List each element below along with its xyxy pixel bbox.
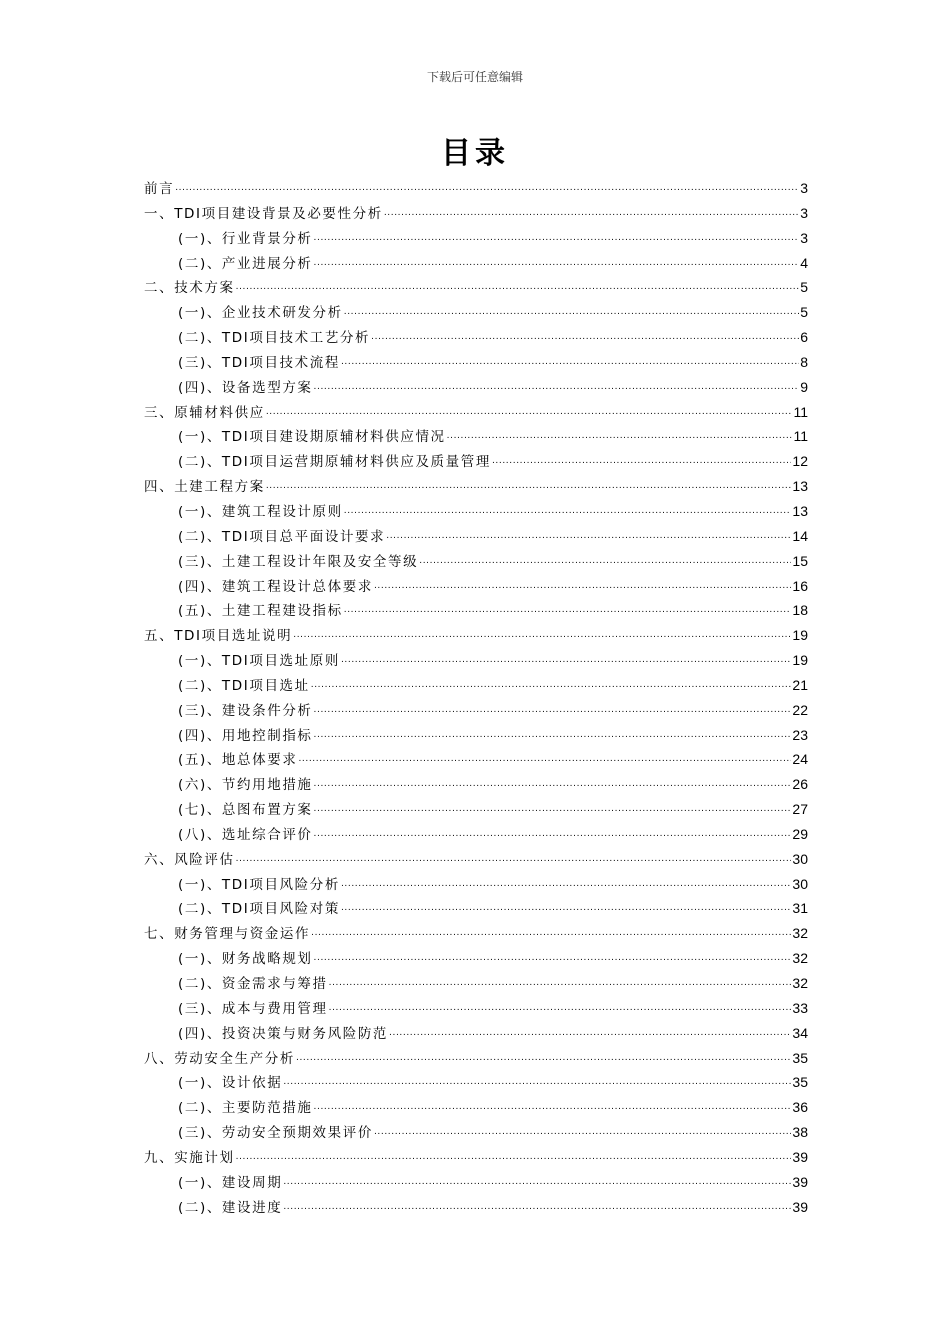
toc-dot-leader [329, 969, 792, 996]
toc-entry[interactable] [144, 275, 808, 300]
toc-entry[interactable] [144, 176, 808, 201]
toc-entry-title: (一)、行业背景分析 [178, 230, 313, 247]
toc-entry-page-number: 35 [792, 1074, 808, 1091]
toc-title: 目录 [441, 136, 509, 171]
toc-entry[interactable] [144, 325, 808, 350]
toc-entry-page-number: 34 [792, 1024, 808, 1041]
toc-entry-page-number: 19 [792, 652, 808, 669]
toc-entry-title: 六、风险评估 [144, 851, 235, 868]
toc-entry-page-number: 23 [792, 726, 808, 743]
toc-entry[interactable] [144, 375, 808, 400]
toc-entry-page-number: 39 [792, 1148, 808, 1165]
toc-entry-page-number: 38 [792, 1124, 808, 1141]
toc-entry[interactable] [144, 1095, 808, 1120]
toc-entry[interactable] [144, 1046, 808, 1071]
toc-dot-leader [341, 348, 799, 375]
toc-entry-title: (三)、TDI项目技术流程 [178, 354, 340, 371]
toc-entry[interactable] [144, 946, 808, 971]
toc-entry[interactable] [144, 847, 808, 872]
toc-dot-leader [283, 1193, 791, 1220]
toc-entry[interactable] [144, 549, 808, 574]
toc-dot-leader [283, 1068, 791, 1095]
toc-dot-leader [344, 298, 799, 325]
toc-entry[interactable] [144, 872, 808, 897]
toc-entry-page-number: 8 [800, 353, 808, 370]
toc-dot-leader [175, 174, 799, 201]
toc-entry[interactable] [144, 524, 808, 549]
toc-entry-title: (七)、总图布置方案 [178, 802, 313, 819]
toc-entry-page-number: 3 [800, 180, 808, 196]
toc-entry-title: (三)、成本与费用管理 [178, 1000, 328, 1017]
toc-entry-title: (三)、建设条件分析 [178, 702, 313, 719]
toc-entry-title: 四、土建工程方案 [144, 479, 265, 496]
toc-dot-leader [314, 820, 792, 847]
toc-dot-leader [384, 199, 799, 226]
toc-entry-page-number: 30 [792, 875, 808, 892]
toc-dot-leader [374, 1118, 791, 1145]
toc-entry[interactable] [144, 400, 808, 425]
toc-entry[interactable] [144, 772, 808, 797]
toc-entry-page-number: 3 [800, 229, 808, 246]
toc-entry[interactable] [144, 698, 808, 723]
toc-entry[interactable] [144, 598, 808, 623]
toc-entry-page-number: 5 [800, 304, 808, 321]
toc-entry-title: (三)、劳动安全预期效果评价 [178, 1125, 373, 1142]
toc-entry-title: 三、原辅材料供应 [144, 404, 265, 421]
toc-dot-leader [311, 671, 792, 698]
toc-entry[interactable] [144, 648, 808, 673]
toc-entry-title: (一)、TDI项目风险分析 [178, 876, 340, 893]
toc-dot-leader [314, 795, 792, 822]
table-of-contents [144, 176, 808, 1219]
toc-dot-leader [341, 646, 791, 673]
toc-entry-title: (五)、土建工程建设指标 [178, 603, 343, 620]
toc-entry[interactable] [144, 623, 808, 648]
toc-dot-leader [236, 273, 800, 300]
toc-entry-page-number: 32 [792, 950, 808, 967]
toc-entry-page-number: 39 [792, 1198, 808, 1215]
toc-entry-page-number: 30 [792, 850, 808, 867]
toc-entry[interactable] [144, 822, 808, 847]
toc-entry[interactable] [144, 723, 808, 748]
toc-entry-title: 前言 [144, 181, 175, 197]
toc-entry[interactable] [144, 449, 808, 474]
toc-dot-leader [293, 621, 791, 648]
toc-dot-leader [341, 894, 791, 921]
toc-entry[interactable] [144, 797, 808, 822]
toc-entry-title: 八、劳动安全生产分析 [144, 1050, 295, 1067]
toc-entry[interactable] [144, 747, 808, 772]
toc-entry-title: (二)、TDI项目运营期原辅材料供应及质量管理 [178, 454, 491, 471]
toc-entry-page-number: 5 [800, 279, 808, 296]
toc-entry-page-number: 33 [792, 999, 808, 1016]
toc-dot-leader [447, 422, 793, 449]
toc-entry[interactable] [144, 971, 808, 996]
toc-entry-page-number: 29 [792, 825, 808, 842]
toc-entry-title: (二)、TDI项目风险对策 [178, 901, 340, 918]
toc-entry-page-number: 36 [792, 1099, 808, 1116]
toc-entry-page-number: 15 [792, 552, 808, 569]
toc-entry-page-number: 11 [793, 428, 808, 445]
toc-dot-leader [298, 745, 791, 772]
toc-entry[interactable] [144, 921, 808, 946]
toc-entry-page-number: 9 [800, 378, 808, 395]
toc-entry-title: (一)、设计依据 [178, 1075, 283, 1092]
toc-dot-leader [344, 596, 792, 623]
toc-entry[interactable] [144, 896, 808, 921]
toc-dot-leader [341, 870, 791, 897]
toc-entry-title: (六)、节约用地措施 [178, 777, 313, 794]
toc-entry-page-number: 13 [792, 478, 808, 495]
toc-dot-leader [236, 1143, 792, 1170]
toc-entry-title: (四)、投资决策与财务风险防范 [178, 1025, 389, 1042]
toc-entry[interactable] [144, 574, 808, 599]
toc-dot-leader [314, 224, 800, 251]
toc-dot-leader [329, 994, 792, 1021]
toc-dot-leader [314, 721, 792, 748]
toc-entry-title: 一、TDI项目建设背景及必要性分析 [144, 205, 383, 222]
toc-entry[interactable] [144, 226, 808, 251]
toc-entry-title: (二)、TDI项目总平面设计要求 [178, 528, 386, 545]
toc-entry-title: (四)、设备选型方案 [178, 379, 313, 396]
toc-dot-leader [314, 1093, 792, 1120]
toc-entry-page-number: 19 [792, 627, 808, 644]
toc-entry-title: (三)、土建工程设计年限及安全等级 [178, 553, 419, 570]
toc-entry-page-number: 31 [792, 900, 808, 917]
toc-dot-leader [314, 696, 792, 723]
toc-dot-leader [374, 572, 791, 599]
toc-entry[interactable] [144, 1021, 808, 1046]
toc-entry[interactable] [144, 673, 808, 698]
toc-entry[interactable] [144, 1070, 808, 1095]
toc-entry-page-number: 11 [793, 403, 808, 420]
toc-entry-page-number: 12 [792, 453, 808, 470]
toc-dot-leader [236, 845, 792, 872]
toc-dot-leader [344, 497, 792, 524]
toc-dot-leader [314, 770, 792, 797]
toc-entry-page-number: 32 [792, 975, 808, 991]
toc-entry-page-number: 22 [792, 701, 808, 718]
toc-dot-leader [283, 1168, 791, 1195]
toc-entry-page-number: 24 [792, 751, 808, 768]
toc-dot-leader [311, 919, 791, 946]
toc-entry-page-number: 26 [792, 776, 808, 793]
toc-entry[interactable] [144, 474, 808, 499]
toc-entry-title: (四)、用地控制指标 [178, 727, 313, 744]
toc-dot-leader [419, 547, 791, 574]
toc-entry-page-number: 3 [800, 204, 808, 221]
toc-entry-title: (一)、建设周期 [178, 1174, 283, 1191]
toc-entry-page-number: 35 [792, 1049, 808, 1066]
toc-entry[interactable] [144, 350, 808, 375]
toc-dot-leader [314, 249, 800, 276]
toc-entry[interactable] [144, 1145, 808, 1170]
toc-entry-page-number: 16 [792, 577, 808, 594]
toc-entry[interactable] [144, 1120, 808, 1145]
toc-entry-title: 五、TDI项目选址说明 [144, 628, 293, 645]
toc-entry-title: (二)、建设进度 [178, 1199, 283, 1216]
toc-entry-title: (一)、企业技术研发分析 [178, 305, 343, 322]
page-header-note: 下载后可任意编辑 [426, 70, 523, 84]
toc-entry-title: 二、技术方案 [144, 280, 235, 297]
toc-entry-title: 九、实施计划 [144, 1149, 235, 1166]
toc-entry-page-number: 21 [792, 676, 808, 693]
toc-dot-leader [266, 398, 793, 425]
toc-dot-leader [266, 472, 792, 499]
toc-entry-title: (五)、地总体要求 [178, 752, 298, 769]
toc-entry-title: (一)、建筑工程设计原则 [178, 503, 343, 520]
toc-entry-title: (一)、财务战略规划 [178, 951, 313, 968]
toc-entry-page-number: 4 [800, 254, 808, 271]
toc-entry-page-number: 13 [792, 502, 808, 519]
toc-dot-leader [314, 373, 800, 400]
toc-entry[interactable] [144, 996, 808, 1021]
toc-entry[interactable] [144, 300, 808, 325]
toc-entry-page-number: 14 [792, 527, 808, 544]
toc-dot-leader [386, 522, 791, 549]
toc-entry-title: (一)、TDI项目建设期原辅材料供应情况 [178, 429, 446, 446]
toc-entry[interactable] [144, 499, 808, 524]
toc-entry-title: (四)、建筑工程设计总体要求 [178, 578, 373, 595]
toc-entry-page-number: 39 [792, 1173, 808, 1190]
toc-entry-title: (一)、TDI项目选址原则 [178, 653, 340, 670]
toc-entry-page-number: 32 [792, 925, 808, 942]
toc-entry-title: 七、财务管理与资金运作 [144, 926, 311, 943]
toc-entry[interactable] [144, 251, 808, 276]
toc-entry-title: (二)、TDI项目技术工艺分析 [178, 330, 371, 347]
toc-entry[interactable] [144, 424, 808, 449]
toc-entry-title: (二)、产业进展分析 [178, 255, 313, 272]
toc-entry-title: (二)、主要防范措施 [178, 1100, 313, 1117]
toc-entry-title: (二)、资金需求与筹措 [178, 976, 328, 992]
toc-entry-title: (八)、选址综合评价 [178, 826, 313, 843]
toc-dot-leader [492, 447, 791, 474]
toc-dot-leader [296, 1044, 791, 1071]
toc-entry-page-number: 6 [800, 329, 808, 346]
toc-entry-title: (二)、TDI项目选址 [178, 677, 310, 694]
toc-entry[interactable] [144, 1195, 808, 1220]
toc-dot-leader [389, 1019, 791, 1046]
toc-entry[interactable] [144, 201, 808, 226]
toc-entry-page-number: 18 [792, 602, 808, 619]
toc-dot-leader [371, 323, 799, 350]
toc-entry-page-number: 27 [792, 801, 808, 818]
toc-dot-leader [314, 944, 792, 971]
toc-entry[interactable] [144, 1170, 808, 1195]
